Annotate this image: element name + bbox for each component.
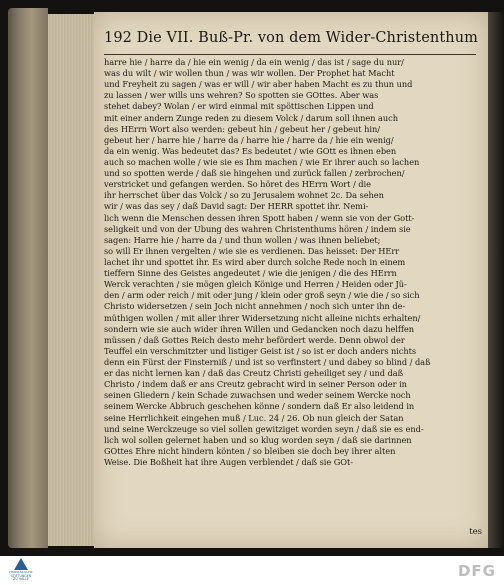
text-line: er das nicht lernen kan / daß das Creutz Christi geheiliget sey / und daß <box>104 368 404 379</box>
text-line: den / arm oder reich / mit oder jung / klein oder groß seyn / wie die / so sich <box>104 290 420 301</box>
text-line: Teuffel ein verschmitzter und listiger Geist ist / so ist er doch anders nichts <box>104 345 417 356</box>
text-line: tieffern Sinne des Geistes angedeutet / wie die jenigen / die des HErrn <box>104 268 397 279</box>
text-line: und so spotten werde / daß sie hingehen und zurück fallen / zerbrochen/ <box>104 168 405 179</box>
page-header: 192 Die VII. Buß-Pr. von dem Wider-Christenthum <box>104 30 478 46</box>
text-line: ihr herrschet über das Volck / so zu Jerusalem wohnet 2c. Da sehen <box>104 190 384 201</box>
text-line: harre hie / harre da / hie ein wenig / da ein wenig / das ist / sage du nur/ <box>104 57 404 67</box>
text-line: gebeut her / harre hie / harre da / harre hie / harre da / hie ein wenig/ <box>104 134 394 145</box>
text-line: und Freyheit zu sagen / was er will / wir aber haben Macht es zu thun und <box>104 79 413 90</box>
text-line: müssen / daß Gottes Reich desto mehr befördert werde. Denn obwol der <box>104 334 405 345</box>
text-line: denn ein Fürst der Finsterniß / und ist so verfinstert / und dabey so blind / daß <box>104 356 431 367</box>
text-line: mit einer andern Zunge reden zu diesem Volck / darum soll ihnen auch <box>104 112 398 123</box>
dfg-logo[interactable]: DFG <box>457 562 496 580</box>
text-line: seine Herrlichkeit eingehen muß / Luc. 24 / 26. Ob nun gleich der Satan <box>104 412 404 423</box>
text-line: sondern wie sie auch wider ihren Willen und Gedancken noch dazu helffen <box>104 323 414 334</box>
catchword: tes <box>469 527 482 537</box>
text-line: lich wenn die Menschen dessen ihren Spott haben / wenn sie von der Gott- <box>104 212 415 223</box>
logo-emblem-icon <box>14 558 28 570</box>
text-line: wir / was das sey / daß David sagt: Der HERR spottet ihr. Nemi- <box>104 201 369 212</box>
page-body-text <box>104 57 476 527</box>
text-line: seligkeit und von der Ubung des wahren Christenthums hören / indem sie <box>104 223 411 234</box>
text-line: GOttes Ehre nicht hindern könten / so bleiben sie doch bey ihrer alten <box>104 445 396 456</box>
text-line: so will Er ihnen vergelten / wie sie es verdienen. Das heisset: Der HErr <box>104 245 400 256</box>
text-line: Christo widersetzen / sein Joch nicht annehmen / noch sich unter ihn de- <box>104 301 406 312</box>
text-line: zu lassen / wer wills uns wehren? So spotten sie GOttes. Aber was <box>104 90 379 101</box>
text-line: seinem Wercke Abbruch geschehen könne / sondern daß Er also leidend in <box>104 401 415 412</box>
text-line: des HErrn Wort also werden: gebeut hin / gebeut her / gebeut hin/ <box>104 123 380 134</box>
text-line: Werck verachten / sie mögen gleich Könige und Herren / Heiden oder Jü- <box>104 279 407 290</box>
text-line: müthigen wollen / mit aller ihrer Widersetzung nicht alleine nichts erhalten/ <box>104 312 421 323</box>
text-line: sagen: Harre hie / harre da / und thun wollen / was ihnen beliebet; <box>104 234 381 245</box>
page-stack-edge <box>48 14 96 546</box>
gutter-shadow <box>488 12 504 548</box>
text-line: stehet dabey? Wolan / er wird einmal mit spöttischen Lippen und <box>104 101 374 112</box>
text-line: Christo / indem daß er ans Creutz gebracht wird in seiner Person oder in <box>104 379 407 390</box>
text-line: lich wol sollen gelernet haben und so klug worden seyn / daß sie darinnen <box>104 434 412 445</box>
text-line: seinen Gliedern / kein Schade zuwachsen und weder seinem Wercke noch <box>104 390 411 401</box>
text-line: da ein wenig. Was bedeutet das? Es bedeutet / wie GOtt es ihnen eben <box>104 145 397 156</box>
book-cover-edge <box>8 8 48 548</box>
logo-text: FRANCKESCHE STIFTUNGEN ZU HALLE <box>9 571 33 582</box>
text-line: Weise. Die Boßheit hat ihre Augen verblendet / daß sie GOt- <box>104 456 354 467</box>
header-rule <box>104 54 476 55</box>
text-line: was du wilt / wir wollen thun / was wir wollen. Der Prophet hat Macht <box>104 68 395 79</box>
institution-logo[interactable] <box>4 558 38 583</box>
text-line: lachet ihr und spottet ihr. Es wird aber durch solche Rede noch in einem <box>104 256 406 267</box>
text-line: auch so machen wolle / wie sie es Ihm machen / wie Er ihrer auch so lachen <box>104 156 420 167</box>
text-line: und seine Werckzeuge so viel sollen gewitziget worden seyn / daß sie es end- <box>104 423 424 434</box>
text-line: verstricket und gefangen werden. So höret des HErrn Wort / die <box>104 179 371 190</box>
viewer-footer-bar <box>0 556 504 585</box>
